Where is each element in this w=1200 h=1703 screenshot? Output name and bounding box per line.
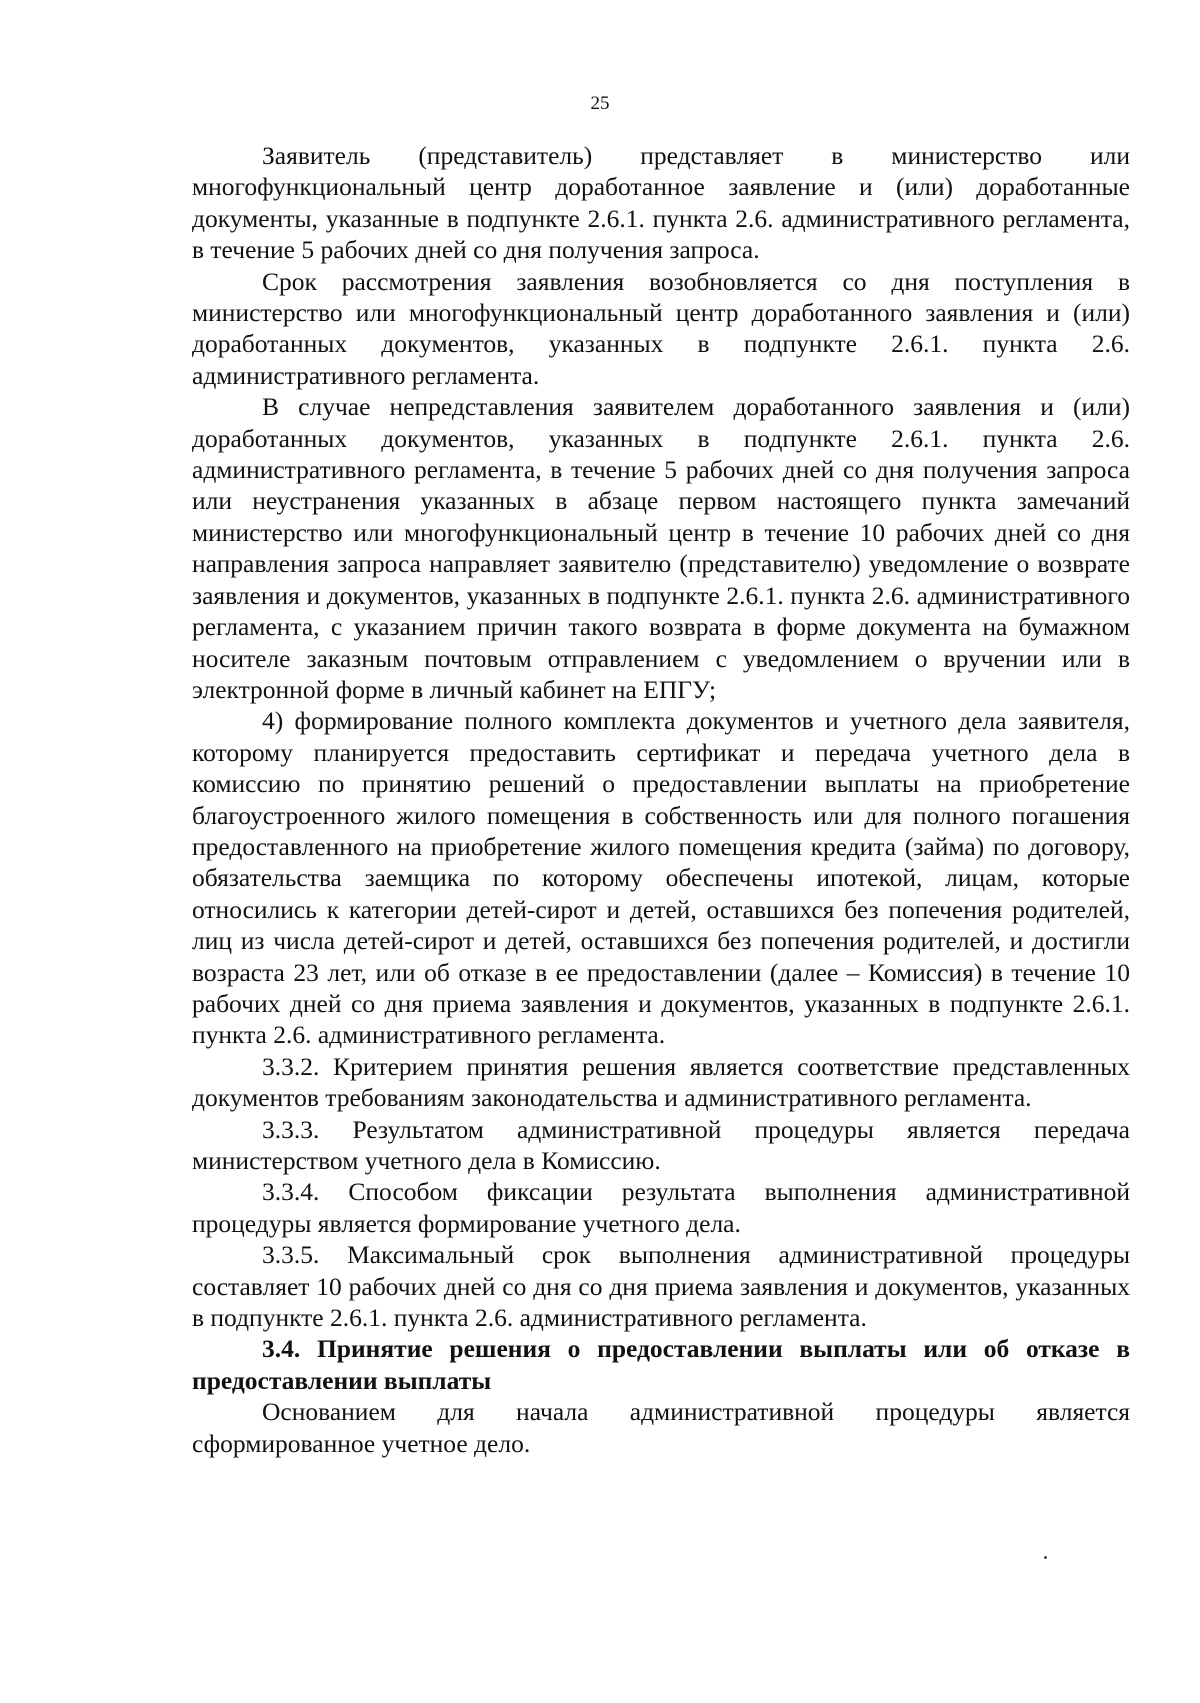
paragraph-3-3-5: 3.3.5. Максимальный срок выполнения административной процедуры составляет 10 рабочих дней со дня со дня приема заявления и документов, указанных в подпункте 2.6.1. пункта 2.6. административного регламента.: [192, 1240, 1130, 1333]
scan-speck: [1044, 1556, 1047, 1559]
paragraph-resubmission: Заявитель (представитель) представляет в министерство или многофункциональный центр доработанное заявление и (или) доработанные документы, указанные в подпункте 2.6.1. пункта 2.6. административного регламента, в течение 5 рабочих дней со дня получения запроса.: [192, 141, 1130, 265]
paragraph-review-term: Срок рассмотрения заявления возобновляется со дня поступления в министерство или многофункциональный центр доработанного заявления и (или) доработанных документов, указанных в подпункте 2.6.1. пункта 2.6. административного регламента.: [192, 266, 1130, 390]
paragraph-3-3-2: 3.3.2. Критерием принятия решения является соответствие представленных документов требованиям законодательства и административного регламента.: [192, 1051, 1130, 1113]
section-heading-3-4: 3.4. Принятие решения о предоставлении выплаты или об отказе в предоставлении выплаты: [192, 1334, 1130, 1395]
document-body: [192, 140, 1130, 1459]
paragraph-item-4: 4) формирование полного комплекта документов и учетного дела заявителя, которому планируется предоставить сертификат и передача учетного дела в комиссию по принятию решений о предоставлении выплаты на приобретение благоустроенного жилого помещения в собственность или для полного погашения предоставленного на приобретение жилого помещения кредита (займа) по договору, обязательства заемщика по которому обеспечены ипотекой, лицам, которые относились к категории детей-сирот и детей, оставшихся без попечения родителей, лиц из числа детей-сирот и детей, оставшихся без попечения родителей, и достигли возраста 23 лет, или об отказе в ее предоставлении (далее – Комиссия) в течение 10 рабочих дней со дня приема заявления и документов, указанных в подпункте 2.6.1. пункта 2.6. административного регламента.: [192, 706, 1130, 1050]
paragraph-return-notice: В случае непредставления заявителем доработанного заявления и (или) доработанных документов, указанных в подпункте 2.6.1. пункта 2.6. административного регламента, в течение 5 рабочих дней со дня получения запроса или неустранения указанных в абзаце первом настоящего пункта замечаний министерство или многофункциональный центр в течение 10 рабочих дней со дня направления запроса направляет заявителю (представителю) уведомление о возврате заявления и документов, указанных в подпункте 2.6.1. пункта 2.6. административного регламента, с указанием причин такого возврата в форме документа на бумажном носителе заказным почтовым отправлением с уведомлением о вручении или в электронной форме в личный кабинет на ЕПГУ;: [192, 392, 1130, 704]
page-number: 25: [590, 93, 610, 114]
paragraph-3-3-3: 3.3.3. Результатом административной процедуры является передача министерством учетного дела в Комиссию.: [192, 1114, 1130, 1175]
paragraph-basis: Основанием для начала административной процедуры является сформированное учетное дело.: [192, 1397, 1130, 1458]
paragraph-3-3-4: 3.3.4. Способом фиксации результата выполнения административной процедуры является формирование учетного дела.: [192, 1177, 1130, 1238]
